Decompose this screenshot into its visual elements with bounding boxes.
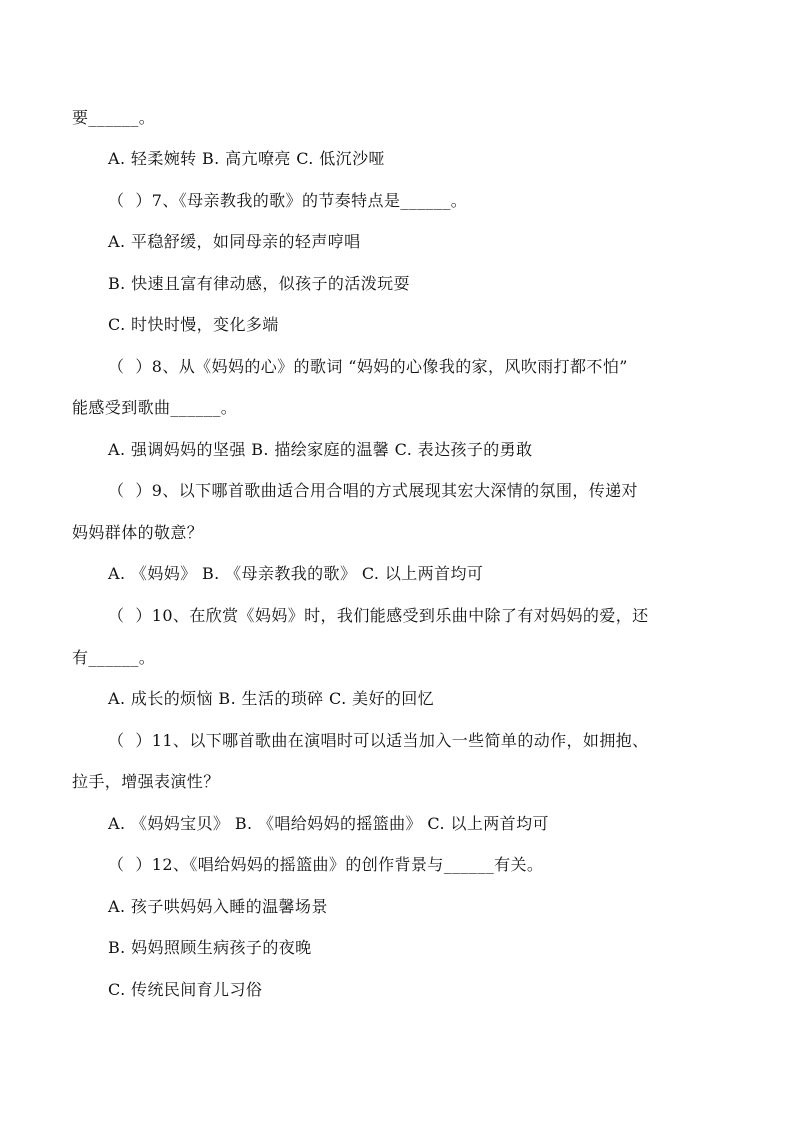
question-12-option-b: B. 妈妈照顾生病孩子的夜晚 xyxy=(108,938,312,957)
question-7-stem: （ ）7、《母亲教我的歌》的节奏特点是______。 xyxy=(108,191,468,210)
question-10-options: A. 成长的烦恼 B. 生活的琐碎 C. 美好的回忆 xyxy=(108,689,435,708)
question-8-options: A. 强调妈妈的坚强 B. 描绘家庭的温馨 C. 表达孩子的勇敢 xyxy=(108,440,533,459)
question-6-continuation: 要______。 xyxy=(72,108,156,127)
question-10-stem: （ ）10、在欣赏《妈妈》时，我们能感受到乐曲中除了有对妈妈的爱，还 xyxy=(108,606,649,625)
question-7-option-b: B. 快速且富有律动感，似孩子的活泼玩耍 xyxy=(108,274,410,293)
question-11-options: A. 《妈妈宝贝》 B. 《唱给妈妈的摇篮曲》 C. 以上两首均可 xyxy=(108,814,549,833)
question-8-stem-cont: 能感受到歌曲______。 xyxy=(72,398,238,417)
question-9-stem-cont: 妈妈群体的敬意？ xyxy=(72,523,204,542)
question-12-option-a: A. 孩子哄妈妈入睡的温馨场景 xyxy=(108,897,328,916)
question-7-option-c: C. 时快时慢，变化多端 xyxy=(108,315,279,334)
question-7-option-a: A. 平稳舒缓，如同母亲的轻声哼唱 xyxy=(108,232,361,251)
question-6-options: A. 轻柔婉转 B. 高亢嘹亮 C. 低沉沙哑 xyxy=(108,149,385,168)
question-11-stem: （ ）11、以下哪首歌曲在演唱时可以适当加入一些简单的动作，如拥抱、 xyxy=(108,731,649,750)
question-12-option-c: C. 传统民间育儿习俗 xyxy=(108,980,263,999)
question-11-stem-cont: 拉手，增强表演性？ xyxy=(72,772,220,791)
question-9-stem: （ ）9、以下哪首歌曲适合用合唱的方式展现其宏大深情的氛围，传递对 xyxy=(108,481,638,500)
question-12-stem: （ ）12、《唱给妈妈的摇篮曲》的创作背景与______有关。 xyxy=(108,855,544,874)
question-8-stem: （ ）8、从《妈妈的心》的歌词 “妈妈的心像我的家，风吹雨打都不怕” xyxy=(108,357,628,376)
question-9-options: A. 《妈妈》 B. 《母亲教我的歌》 C. 以上两首均可 xyxy=(108,564,484,583)
question-10-stem-cont: 有______。 xyxy=(72,648,156,667)
